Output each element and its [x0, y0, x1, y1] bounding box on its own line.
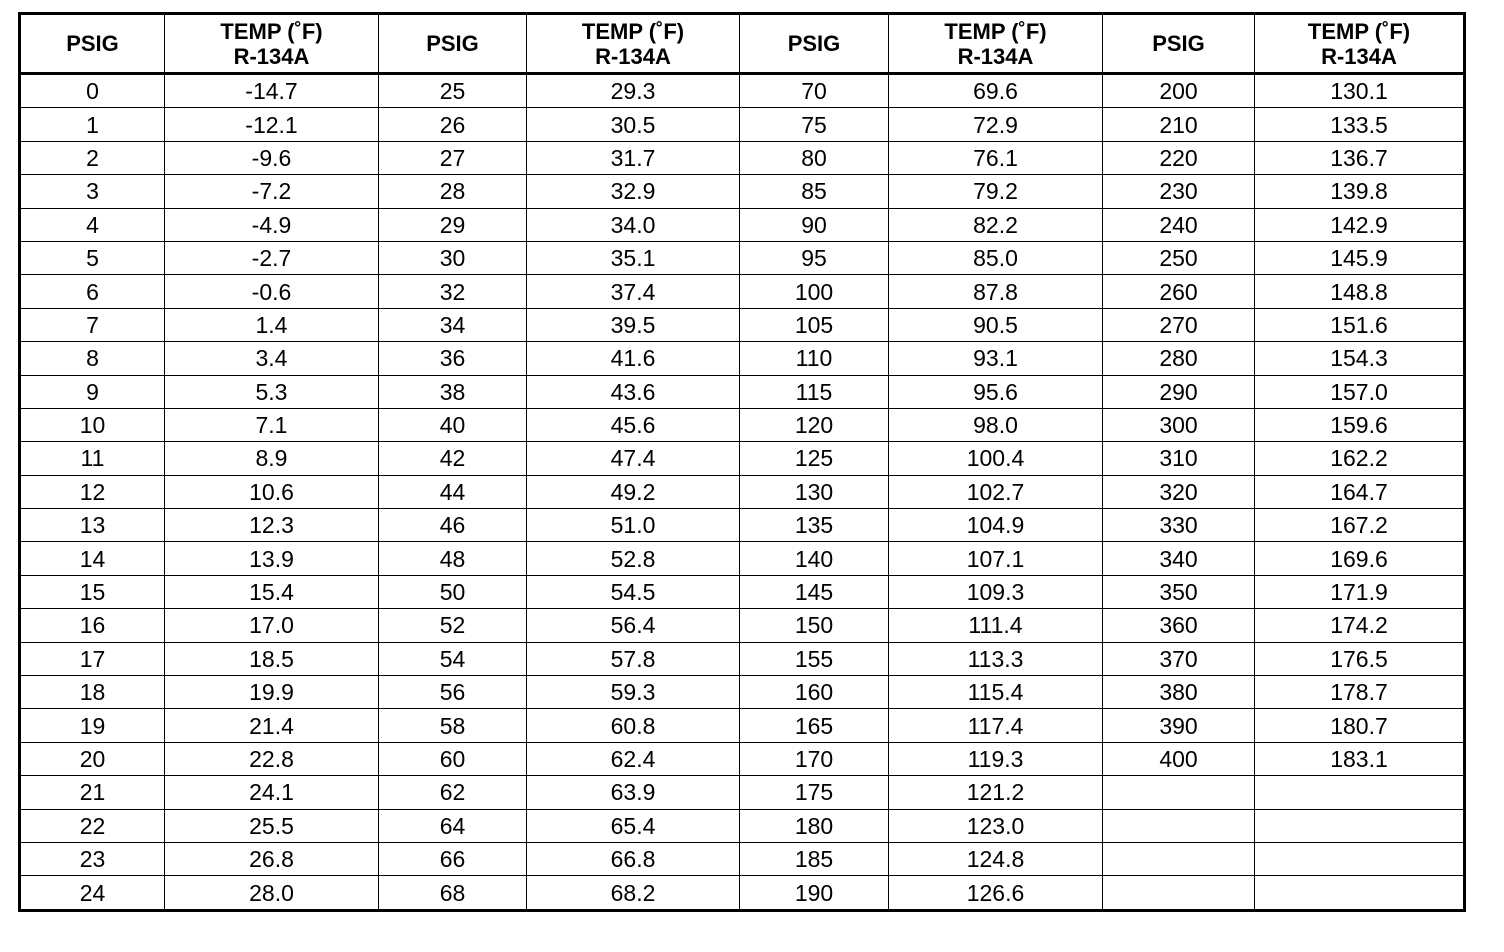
- psig-cell: 210: [1103, 108, 1255, 141]
- temperature-cell: -4.9: [165, 208, 379, 241]
- psig-cell: 95: [740, 241, 889, 274]
- temperature-cell: 8.9: [165, 442, 379, 475]
- temperature-cell: 32.9: [527, 175, 740, 208]
- table-row: [20, 308, 1465, 341]
- temperature-cell: 79.2: [889, 175, 1103, 208]
- psig-cell: 190: [740, 876, 889, 910]
- temperature-column-header: [889, 14, 1103, 74]
- temperature-header-refrigerant: R-134A: [233, 43, 310, 69]
- temperature-cell: 45.6: [527, 408, 740, 441]
- temperature-cell: 95.6: [889, 375, 1103, 408]
- psig-cell: 75: [740, 108, 889, 141]
- temperature-header-unit: TEMP (˚F): [1307, 18, 1411, 44]
- psig-cell: 38: [379, 375, 527, 408]
- temperature-cell: 72.9: [889, 108, 1103, 141]
- temperature-cell: 54.5: [527, 575, 740, 608]
- table-row: [20, 108, 1465, 141]
- psig-cell: 28: [379, 175, 527, 208]
- temperature-header-refrigerant: R-134A: [957, 43, 1034, 69]
- table-row: [20, 175, 1465, 208]
- psig-cell: 58: [379, 709, 527, 742]
- psig-cell: 44: [379, 475, 527, 508]
- psig-cell: 310: [1103, 442, 1255, 475]
- psig-cell: 29: [379, 208, 527, 241]
- table-row: [20, 642, 1465, 675]
- psig-cell: 300: [1103, 408, 1255, 441]
- temperature-cell: -2.7: [165, 241, 379, 274]
- psig-cell: 34: [379, 308, 527, 341]
- temperature-cell: 164.7: [1255, 475, 1465, 508]
- temperature-cell: -7.2: [165, 175, 379, 208]
- temperature-cell: 167.2: [1255, 509, 1465, 542]
- psig-cell: 115: [740, 375, 889, 408]
- table-row: [20, 676, 1465, 709]
- temperature-cell: 139.8: [1255, 175, 1465, 208]
- psig-cell: 125: [740, 442, 889, 475]
- temperature-cell: 90.5: [889, 308, 1103, 341]
- psig-cell: 25: [379, 74, 527, 108]
- psig-cell: 250: [1103, 241, 1255, 274]
- psig-cell: 26: [379, 108, 527, 141]
- temperature-cell: 49.2: [527, 475, 740, 508]
- psig-cell: 380: [1103, 676, 1255, 709]
- temperature-cell: 178.7: [1255, 676, 1465, 709]
- psig-cell: 42: [379, 442, 527, 475]
- table-row: [20, 275, 1465, 308]
- temperature-cell: 5.3: [165, 375, 379, 408]
- psig-cell: 17: [20, 642, 165, 675]
- table-row: [20, 74, 1465, 108]
- temperature-cell: 148.8: [1255, 275, 1465, 308]
- table-row: [20, 542, 1465, 575]
- psig-cell: [1103, 809, 1255, 842]
- temperature-cell: 123.0: [889, 809, 1103, 842]
- psig-cell: 350: [1103, 575, 1255, 608]
- psig-cell: 66: [379, 842, 527, 875]
- psig-cell: 64: [379, 809, 527, 842]
- temperature-cell: 113.3: [889, 642, 1103, 675]
- table-row: [20, 876, 1465, 910]
- header-row: [20, 14, 1465, 74]
- temperature-cell: 93.1: [889, 342, 1103, 375]
- psig-cell: 11: [20, 442, 165, 475]
- temperature-cell: 69.6: [889, 74, 1103, 108]
- psig-cell: 10: [20, 408, 165, 441]
- psig-cell: 150: [740, 609, 889, 642]
- psig-cell: 24: [20, 876, 165, 910]
- table-row: [20, 442, 1465, 475]
- temperature-cell: 13.9: [165, 542, 379, 575]
- temperature-cell: 52.8: [527, 542, 740, 575]
- psig-cell: 68: [379, 876, 527, 910]
- psig-cell: 7: [20, 308, 165, 341]
- temperature-column-header: [1255, 14, 1465, 74]
- table-row: [20, 208, 1465, 241]
- table-row: [20, 141, 1465, 174]
- temperature-cell: [1255, 809, 1465, 842]
- psig-cell: 155: [740, 642, 889, 675]
- temperature-cell: 37.4: [527, 275, 740, 308]
- temperature-header-unit: TEMP (˚F): [220, 18, 323, 44]
- temperature-cell: 56.4: [527, 609, 740, 642]
- psig-cell: 0: [20, 74, 165, 108]
- psig-cell: 120: [740, 408, 889, 441]
- psig-cell: 175: [740, 776, 889, 809]
- temperature-cell: 7.1: [165, 408, 379, 441]
- temperature-cell: 66.8: [527, 842, 740, 875]
- psig-cell: 16: [20, 609, 165, 642]
- psig-cell: 80: [740, 141, 889, 174]
- temperature-cell: 41.6: [527, 342, 740, 375]
- psig-cell: 70: [740, 74, 889, 108]
- temperature-cell: -9.6: [165, 141, 379, 174]
- temperature-cell: 47.4: [527, 442, 740, 475]
- psig-cell: 18: [20, 676, 165, 709]
- psig-cell: 15: [20, 575, 165, 608]
- temperature-column-header: [527, 14, 740, 74]
- temperature-cell: 115.4: [889, 676, 1103, 709]
- temperature-cell: 39.5: [527, 308, 740, 341]
- temperature-cell: 3.4: [165, 342, 379, 375]
- temperature-cell: 19.9: [165, 676, 379, 709]
- temperature-cell: 59.3: [527, 676, 740, 709]
- psig-cell: 1: [20, 108, 165, 141]
- psig-cell: 330: [1103, 509, 1255, 542]
- psig-cell: 370: [1103, 642, 1255, 675]
- psig-cell: 22: [20, 809, 165, 842]
- temperature-cell: 183.1: [1255, 742, 1465, 775]
- psig-cell: 56: [379, 676, 527, 709]
- temperature-cell: 82.2: [889, 208, 1103, 241]
- temperature-cell: 154.3: [1255, 342, 1465, 375]
- temperature-cell: 117.4: [889, 709, 1103, 742]
- temperature-cell: 51.0: [527, 509, 740, 542]
- table-row: [20, 241, 1465, 274]
- psig-cell: 85: [740, 175, 889, 208]
- psig-cell: 220: [1103, 141, 1255, 174]
- temperature-cell: 22.8: [165, 742, 379, 775]
- psig-cell: 46: [379, 509, 527, 542]
- psig-cell: 290: [1103, 375, 1255, 408]
- psig-cell: 130: [740, 475, 889, 508]
- psig-cell: 140: [740, 542, 889, 575]
- table-body: [20, 74, 1465, 911]
- psig-cell: 50: [379, 575, 527, 608]
- table-row: [20, 742, 1465, 775]
- table-row: [20, 776, 1465, 809]
- temperature-cell: 162.2: [1255, 442, 1465, 475]
- temperature-cell: 151.6: [1255, 308, 1465, 341]
- temperature-cell: 21.4: [165, 709, 379, 742]
- psig-cell: [1103, 876, 1255, 910]
- temperature-cell: 60.8: [527, 709, 740, 742]
- psig-cell: 200: [1103, 74, 1255, 108]
- psig-cell: 135: [740, 509, 889, 542]
- pressure-temperature-table: [18, 12, 1466, 912]
- temperature-cell: 98.0: [889, 408, 1103, 441]
- temperature-cell: 15.4: [165, 575, 379, 608]
- psig-cell: 14: [20, 542, 165, 575]
- psig-cell: 340: [1103, 542, 1255, 575]
- temperature-cell: 18.5: [165, 642, 379, 675]
- table-row: [20, 842, 1465, 875]
- pressure-temperature-chart: [18, 12, 1463, 942]
- temperature-cell: 25.5: [165, 809, 379, 842]
- temperature-cell: 142.9: [1255, 208, 1465, 241]
- temperature-cell: 30.5: [527, 108, 740, 141]
- temperature-cell: 159.6: [1255, 408, 1465, 441]
- temperature-cell: 130.1: [1255, 74, 1465, 108]
- psig-cell: 145: [740, 575, 889, 608]
- temperature-cell: 34.0: [527, 208, 740, 241]
- temperature-cell: 119.3: [889, 742, 1103, 775]
- temperature-cell: 133.5: [1255, 108, 1465, 141]
- psig-cell: 280: [1103, 342, 1255, 375]
- temperature-cell: 109.3: [889, 575, 1103, 608]
- temperature-cell: 157.0: [1255, 375, 1465, 408]
- temperature-cell: 65.4: [527, 809, 740, 842]
- temperature-cell: 29.3: [527, 74, 740, 108]
- temperature-cell: 174.2: [1255, 609, 1465, 642]
- temperature-cell: [1255, 776, 1465, 809]
- psig-cell: 90: [740, 208, 889, 241]
- table-row: [20, 342, 1465, 375]
- psig-cell: 100: [740, 275, 889, 308]
- temperature-cell: [1255, 876, 1465, 910]
- temperature-header-refrigerant: R-134A: [1321, 43, 1397, 69]
- psig-cell: 240: [1103, 208, 1255, 241]
- temperature-cell: 35.1: [527, 241, 740, 274]
- psig-cell: 13: [20, 509, 165, 542]
- table-row: [20, 375, 1465, 408]
- psig-cell: [1103, 776, 1255, 809]
- temperature-cell: 104.9: [889, 509, 1103, 542]
- psig-cell: 32: [379, 275, 527, 308]
- psig-cell: 21: [20, 776, 165, 809]
- temperature-cell: 102.7: [889, 475, 1103, 508]
- psig-cell: 5: [20, 241, 165, 274]
- psig-cell: 320: [1103, 475, 1255, 508]
- psig-cell: [1103, 842, 1255, 875]
- psig-cell: 36: [379, 342, 527, 375]
- temperature-cell: 17.0: [165, 609, 379, 642]
- psig-cell: 105: [740, 308, 889, 341]
- temperature-cell: 1.4: [165, 308, 379, 341]
- temperature-cell: -14.7: [165, 74, 379, 108]
- psig-cell: 390: [1103, 709, 1255, 742]
- temperature-cell: 12.3: [165, 509, 379, 542]
- psig-cell: 40: [379, 408, 527, 441]
- table-row: [20, 575, 1465, 608]
- temperature-cell: 180.7: [1255, 709, 1465, 742]
- temperature-cell: 24.1: [165, 776, 379, 809]
- psig-cell: 165: [740, 709, 889, 742]
- temperature-cell: 10.6: [165, 475, 379, 508]
- table-row: [20, 509, 1465, 542]
- psig-cell: 62: [379, 776, 527, 809]
- temperature-cell: 87.8: [889, 275, 1103, 308]
- psig-cell: 9: [20, 375, 165, 408]
- temperature-cell: 111.4: [889, 609, 1103, 642]
- temperature-cell: 126.6: [889, 876, 1103, 910]
- psig-cell: 185: [740, 842, 889, 875]
- temperature-column-header: [165, 14, 379, 74]
- psig-cell: 30: [379, 241, 527, 274]
- psig-cell: 180: [740, 809, 889, 842]
- temperature-cell: 85.0: [889, 241, 1103, 274]
- psig-column-header: PSIG: [1103, 14, 1255, 74]
- temperature-cell: 26.8: [165, 842, 379, 875]
- table-row: [20, 408, 1465, 441]
- temperature-cell: 63.9: [527, 776, 740, 809]
- psig-cell: 60: [379, 742, 527, 775]
- psig-cell: 52: [379, 609, 527, 642]
- temperature-header-unit: TEMP (˚F): [944, 18, 1047, 44]
- table-row: [20, 809, 1465, 842]
- psig-column-header: PSIG: [379, 14, 527, 74]
- psig-cell: 160: [740, 676, 889, 709]
- psig-column-header: PSIG: [740, 14, 889, 74]
- psig-cell: 8: [20, 342, 165, 375]
- temperature-cell: -0.6: [165, 275, 379, 308]
- psig-cell: 6: [20, 275, 165, 308]
- temperature-cell: 121.2: [889, 776, 1103, 809]
- psig-cell: 19: [20, 709, 165, 742]
- psig-cell: 27: [379, 141, 527, 174]
- psig-cell: 170: [740, 742, 889, 775]
- temperature-cell: 43.6: [527, 375, 740, 408]
- temperature-cell: 171.9: [1255, 575, 1465, 608]
- psig-cell: 230: [1103, 175, 1255, 208]
- temperature-cell: 124.8: [889, 842, 1103, 875]
- temperature-cell: 68.2: [527, 876, 740, 910]
- temperature-cell: 107.1: [889, 542, 1103, 575]
- psig-cell: 20: [20, 742, 165, 775]
- temperature-cell: 76.1: [889, 141, 1103, 174]
- temperature-cell: [1255, 842, 1465, 875]
- temperature-header-refrigerant: R-134A: [595, 43, 671, 69]
- temperature-cell: 28.0: [165, 876, 379, 910]
- temperature-cell: 169.6: [1255, 542, 1465, 575]
- psig-cell: 23: [20, 842, 165, 875]
- temperature-cell: 31.7: [527, 141, 740, 174]
- psig-cell: 3: [20, 175, 165, 208]
- psig-cell: 400: [1103, 742, 1255, 775]
- psig-cell: 4: [20, 208, 165, 241]
- temperature-cell: -12.1: [165, 108, 379, 141]
- temperature-header-unit: TEMP (˚F): [581, 18, 685, 44]
- psig-cell: 260: [1103, 275, 1255, 308]
- temperature-cell: 100.4: [889, 442, 1103, 475]
- temperature-cell: 176.5: [1255, 642, 1465, 675]
- table-row: [20, 709, 1465, 742]
- psig-cell: 48: [379, 542, 527, 575]
- psig-cell: 12: [20, 475, 165, 508]
- table-row: [20, 475, 1465, 508]
- psig-cell: 2: [20, 141, 165, 174]
- temperature-cell: 57.8: [527, 642, 740, 675]
- psig-cell: 360: [1103, 609, 1255, 642]
- table-row: [20, 609, 1465, 642]
- temperature-cell: 136.7: [1255, 141, 1465, 174]
- psig-column-header: PSIG: [20, 14, 165, 74]
- psig-cell: 270: [1103, 308, 1255, 341]
- psig-cell: 110: [740, 342, 889, 375]
- temperature-cell: 62.4: [527, 742, 740, 775]
- psig-cell: 54: [379, 642, 527, 675]
- temperature-cell: 145.9: [1255, 241, 1465, 274]
